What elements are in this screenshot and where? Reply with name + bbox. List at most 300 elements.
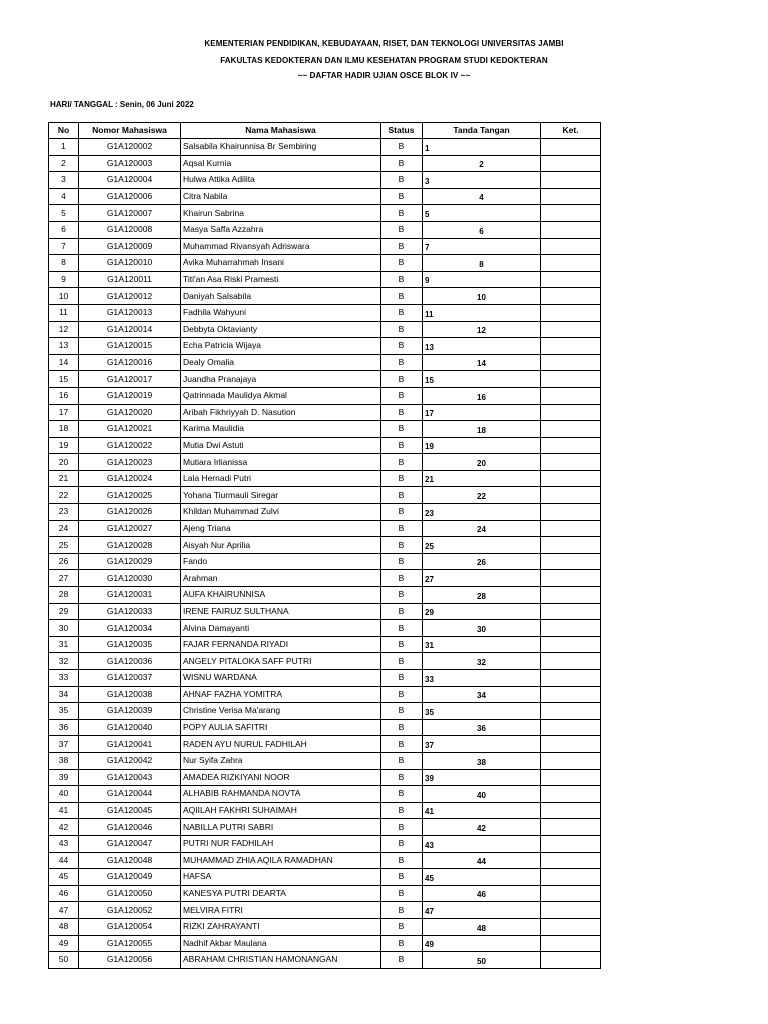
cell-status: B [381,437,423,454]
cell-notes [541,437,601,454]
table-row [49,454,601,471]
table-row [49,238,601,255]
cell-no: 42 [49,819,79,836]
cell-no: 14 [49,354,79,371]
cell-student-number: G1A120030 [79,570,181,587]
cell-status: B [381,852,423,869]
cell-no: 36 [49,719,79,736]
cell-notes [541,719,601,736]
cell-no: 13 [49,338,79,355]
cell-student-number: G1A120043 [79,769,181,786]
cell-status: B [381,670,423,687]
table-body [49,139,601,969]
cell-no: 37 [49,736,79,753]
cell-student-number: G1A120055 [79,935,181,952]
cell-student-name: FAJAR FERNANDA RIYADI [181,636,381,653]
table-row [49,188,601,205]
cell-student-name: Mutia Dwi Astuti [181,437,381,454]
cell-no: 8 [49,255,79,272]
table-row [49,504,601,521]
cell-student-name: Hulwa Attika Adilita [181,172,381,189]
cell-status: B [381,952,423,969]
cell-student-number: G1A120035 [79,636,181,653]
cell-signature: 47 [423,902,541,919]
cell-student-number: G1A120021 [79,421,181,438]
cell-notes [541,188,601,205]
cell-status: B [381,885,423,902]
cell-student-name: Nadhif Akbar Maulana [181,935,381,952]
cell-signature: 3 [423,172,541,189]
cell-no: 41 [49,802,79,819]
table-row [49,537,601,554]
cell-status: B [381,371,423,388]
cell-notes [541,769,601,786]
cell-status: B [381,504,423,521]
cell-no: 43 [49,835,79,852]
cell-student-name: Citra Nabila [181,188,381,205]
cell-status: B [381,172,423,189]
cell-student-name: AMADEA RIZKIYANI NOOR [181,769,381,786]
exam-date: HARI/ TANGGAL : Senin, 06 Juni 2022 [50,100,194,109]
cell-notes [541,139,601,156]
table-row [49,769,601,786]
cell-student-name: RIZKI ZAHRAYANTI [181,918,381,935]
cell-signature: 48 [423,918,541,935]
cell-student-name: Aqsal Kurnia [181,155,381,172]
cell-signature: 18 [423,421,541,438]
cell-no: 21 [49,470,79,487]
cell-no: 28 [49,587,79,604]
table-row [49,620,601,637]
cell-no: 16 [49,387,79,404]
cell-notes [541,404,601,421]
table-row [49,653,601,670]
document-title-faculty: FAKULTAS KEDOKTERAN DAN ILMU KESEHATAN PROGRAM STUDI KEDOKTERAN [220,56,548,65]
cell-signature: 35 [423,703,541,720]
cell-no: 10 [49,288,79,305]
table-header-row [49,123,601,139]
table-row [49,338,601,355]
cell-student-name: Khildan Muhammad Zulvi [181,504,381,521]
cell-signature: 34 [423,686,541,703]
cell-no: 29 [49,603,79,620]
cell-notes [541,869,601,886]
cell-signature: 38 [423,752,541,769]
cell-signature: 11 [423,304,541,321]
cell-student-name: Lala Hernadi Putri [181,470,381,487]
cell-student-number: G1A120056 [79,952,181,969]
cell-student-name: Echa Patricia Wijaya [181,338,381,355]
cell-status: B [381,288,423,305]
cell-signature: 50 [423,952,541,969]
table-row [49,470,601,487]
cell-no: 23 [49,504,79,521]
cell-signature: 36 [423,719,541,736]
table-row [49,139,601,156]
cell-status: B [381,354,423,371]
cell-signature: 17 [423,404,541,421]
cell-status: B [381,553,423,570]
cell-status: B [381,404,423,421]
cell-student-name: IRENE FAIRUZ SULTHANA [181,603,381,620]
cell-notes [541,802,601,819]
cell-signature: 5 [423,205,541,222]
cell-no: 46 [49,885,79,902]
cell-student-name: Masya Saffa Azzahra [181,221,381,238]
cell-student-number: G1A120019 [79,387,181,404]
table-row [49,703,601,720]
cell-signature: 6 [423,221,541,238]
cell-no: 4 [49,188,79,205]
cell-student-number: G1A120007 [79,205,181,222]
cell-signature: 45 [423,869,541,886]
cell-student-number: G1A120011 [79,271,181,288]
cell-signature: 46 [423,885,541,902]
cell-signature: 37 [423,736,541,753]
cell-no: 31 [49,636,79,653]
table-row [49,371,601,388]
cell-student-name: ANGELY PITALOKA SAFF PUTRI [181,653,381,670]
cell-student-number: G1A120010 [79,255,181,272]
cell-no: 39 [49,769,79,786]
cell-signature: 20 [423,454,541,471]
cell-status: B [381,752,423,769]
cell-status: B [381,470,423,487]
cell-signature: 8 [423,255,541,272]
cell-student-number: G1A120003 [79,155,181,172]
table-row [49,935,601,952]
cell-student-name: Mutiara Irlianissa [181,454,381,471]
cell-no: 33 [49,670,79,687]
cell-no: 26 [49,553,79,570]
cell-notes [541,537,601,554]
cell-student-name: Arahman [181,570,381,587]
cell-student-name: Aisyah Nur Aprilia [181,537,381,554]
cell-status: B [381,902,423,919]
cell-no: 9 [49,271,79,288]
table-row [49,819,601,836]
cell-no: 45 [49,869,79,886]
table-row [49,885,601,902]
table-row [49,387,601,404]
cell-student-number: G1A120036 [79,653,181,670]
cell-status: B [381,736,423,753]
cell-no: 18 [49,421,79,438]
cell-signature: 27 [423,570,541,587]
cell-signature: 29 [423,603,541,620]
cell-notes [541,603,601,620]
cell-student-number: G1A120009 [79,238,181,255]
cell-student-name: PUTRI NUR FADHILAH [181,835,381,852]
cell-no: 24 [49,520,79,537]
cell-notes [541,271,601,288]
cell-notes [541,686,601,703]
cell-status: B [381,587,423,604]
cell-signature: 12 [423,321,541,338]
cell-student-name: WISNU WARDANA [181,670,381,687]
cell-signature: 1 [423,139,541,156]
cell-student-number: G1A120008 [79,221,181,238]
cell-student-number: G1A120031 [79,587,181,604]
cell-student-number: G1A120037 [79,670,181,687]
cell-student-number: G1A120046 [79,819,181,836]
cell-student-name: Aribah Fikhriyyah D. Nasution [181,404,381,421]
cell-notes [541,520,601,537]
table-row [49,869,601,886]
cell-student-name: ALHABIB RAHMANDA NOVTA [181,786,381,803]
cell-notes [541,786,601,803]
table-row [49,404,601,421]
table-row [49,255,601,272]
cell-student-number: G1A120033 [79,603,181,620]
cell-notes [541,304,601,321]
cell-no: 6 [49,221,79,238]
table-row [49,570,601,587]
cell-signature: 42 [423,819,541,836]
cell-no: 20 [49,454,79,471]
cell-status: B [381,769,423,786]
cell-student-name: Juandha Pranajaya [181,371,381,388]
cell-no: 1 [49,139,79,156]
cell-signature: 22 [423,487,541,504]
cell-student-number: G1A120047 [79,835,181,852]
cell-student-name: AHNAF FAZHA YOMITRA [181,686,381,703]
cell-no: 12 [49,321,79,338]
cell-student-number: G1A120006 [79,188,181,205]
cell-student-name: Titi'an Asa Riski Pramesti [181,271,381,288]
cell-status: B [381,935,423,952]
cell-student-number: G1A120015 [79,338,181,355]
cell-no: 35 [49,703,79,720]
cell-signature: 25 [423,537,541,554]
table-row [49,205,601,222]
cell-status: B [381,869,423,886]
table-row [49,321,601,338]
cell-student-number: G1A120029 [79,553,181,570]
column-header-status: Status [381,123,423,139]
cell-status: B [381,139,423,156]
cell-student-number: G1A120004 [79,172,181,189]
table-row [49,918,601,935]
cell-status: B [381,603,423,620]
cell-no: 44 [49,852,79,869]
cell-no: 7 [49,238,79,255]
cell-notes [541,387,601,404]
cell-status: B [381,321,423,338]
cell-student-number: G1A120023 [79,454,181,471]
cell-status: B [381,205,423,222]
cell-signature: 49 [423,935,541,952]
cell-student-number: G1A120024 [79,470,181,487]
cell-no: 11 [49,304,79,321]
cell-notes [541,636,601,653]
cell-student-number: G1A120012 [79,288,181,305]
cell-student-name: Qatrinnada Maulidya Akmal [181,387,381,404]
cell-student-name: ABRAHAM CHRISTIAN HAMONANGAN [181,952,381,969]
cell-signature: 10 [423,288,541,305]
cell-no: 47 [49,902,79,919]
cell-signature: 30 [423,620,541,637]
cell-student-number: G1A120054 [79,918,181,935]
cell-student-name: MELVIRA FITRI [181,902,381,919]
cell-status: B [381,703,423,720]
cell-status: B [381,802,423,819]
cell-status: B [381,454,423,471]
table-row [49,437,601,454]
cell-signature: 24 [423,520,541,537]
cell-signature: 33 [423,670,541,687]
cell-no: 48 [49,918,79,935]
cell-notes [541,487,601,504]
cell-notes [541,255,601,272]
cell-student-number: G1A120027 [79,520,181,537]
cell-student-name: POPY AULIA SAFITRI [181,719,381,736]
cell-notes [541,736,601,753]
cell-notes [541,587,601,604]
cell-student-number: G1A120040 [79,719,181,736]
cell-notes [541,653,601,670]
cell-notes [541,935,601,952]
cell-notes [541,238,601,255]
cell-student-number: G1A120038 [79,686,181,703]
cell-signature: 7 [423,238,541,255]
table-row [49,271,601,288]
cell-notes [541,354,601,371]
cell-status: B [381,238,423,255]
cell-notes [541,902,601,919]
cell-student-number: G1A120034 [79,620,181,637]
cell-status: B [381,487,423,504]
cell-notes [541,620,601,637]
cell-no: 3 [49,172,79,189]
cell-student-name: MUHAMMAD ZHIA AQILA RAMADHAN [181,852,381,869]
table-row [49,736,601,753]
table-row [49,852,601,869]
cell-no: 25 [49,537,79,554]
cell-student-number: G1A120041 [79,736,181,753]
cell-student-number: G1A120044 [79,786,181,803]
cell-no: 34 [49,686,79,703]
cell-student-name: Avika Muharrahmah Insani [181,255,381,272]
table-row [49,902,601,919]
cell-no: 5 [49,205,79,222]
table-row [49,952,601,969]
table-row [49,304,601,321]
cell-status: B [381,221,423,238]
cell-notes [541,205,601,222]
cell-status: B [381,271,423,288]
cell-student-number: G1A120022 [79,437,181,454]
table-row [49,155,601,172]
cell-notes [541,321,601,338]
cell-notes [541,752,601,769]
cell-no: 17 [49,404,79,421]
column-header-signature: Tanda Tangan [423,123,541,139]
document-title-attendance: ~~ DAFTAR HADIR UJIAN OSCE BLOK IV ~~ [297,71,471,80]
cell-student-number: G1A120052 [79,902,181,919]
cell-signature: 43 [423,835,541,852]
cell-notes [541,454,601,471]
cell-notes [541,371,601,388]
cell-signature: 14 [423,354,541,371]
table-row [49,786,601,803]
cell-signature: 13 [423,338,541,355]
cell-student-number: G1A120016 [79,354,181,371]
cell-student-name: Khairun Sabrina [181,205,381,222]
cell-notes [541,338,601,355]
cell-no: 38 [49,752,79,769]
cell-student-number: G1A120017 [79,371,181,388]
cell-student-name: Daniyah Salsabila [181,288,381,305]
cell-student-number: G1A120002 [79,139,181,156]
column-header-student-name: Nama Mahasiswa [181,123,381,139]
cell-notes [541,819,601,836]
cell-signature: 28 [423,587,541,604]
cell-student-number: G1A120048 [79,852,181,869]
table-row [49,802,601,819]
cell-signature: 4 [423,188,541,205]
cell-status: B [381,188,423,205]
cell-notes [541,570,601,587]
column-header-no: No [49,123,79,139]
cell-student-name: Ajeng Triana [181,520,381,537]
cell-notes [541,288,601,305]
cell-student-name: AQIILAH FAKHRI SUHAIMAH [181,802,381,819]
cell-status: B [381,636,423,653]
cell-student-number: G1A120028 [79,537,181,554]
cell-student-number: G1A120014 [79,321,181,338]
cell-student-number: G1A120026 [79,504,181,521]
cell-status: B [381,255,423,272]
cell-signature: 44 [423,852,541,869]
cell-no: 32 [49,653,79,670]
table-row [49,487,601,504]
table-row [49,553,601,570]
cell-status: B [381,387,423,404]
cell-student-number: G1A120042 [79,752,181,769]
cell-student-name: KANESYA PUTRI DEARTA [181,885,381,902]
cell-student-number: G1A120025 [79,487,181,504]
cell-notes [541,918,601,935]
cell-status: B [381,918,423,935]
column-header-notes: Ket. [541,123,601,139]
cell-notes [541,952,601,969]
cell-status: B [381,653,423,670]
cell-status: B [381,338,423,355]
cell-student-name: Alvina Damayanti [181,620,381,637]
cell-status: B [381,570,423,587]
cell-status: B [381,520,423,537]
cell-student-name: Muhammad Rivansyah Adriswara [181,238,381,255]
cell-notes [541,155,601,172]
cell-student-number: G1A120049 [79,869,181,886]
cell-notes [541,835,601,852]
cell-no: 30 [49,620,79,637]
cell-notes [541,703,601,720]
cell-status: B [381,786,423,803]
table-row [49,288,601,305]
table-row [49,670,601,687]
cell-no: 40 [49,786,79,803]
cell-status: B [381,155,423,172]
cell-notes [541,470,601,487]
cell-student-name: RADEN AYU NURUL FADHILAH [181,736,381,753]
cell-student-number: G1A120039 [79,703,181,720]
table-row [49,354,601,371]
cell-student-name: Fadhila Wahyuni [181,304,381,321]
cell-student-number: G1A120045 [79,802,181,819]
cell-student-name: Karima Maulidia [181,421,381,438]
